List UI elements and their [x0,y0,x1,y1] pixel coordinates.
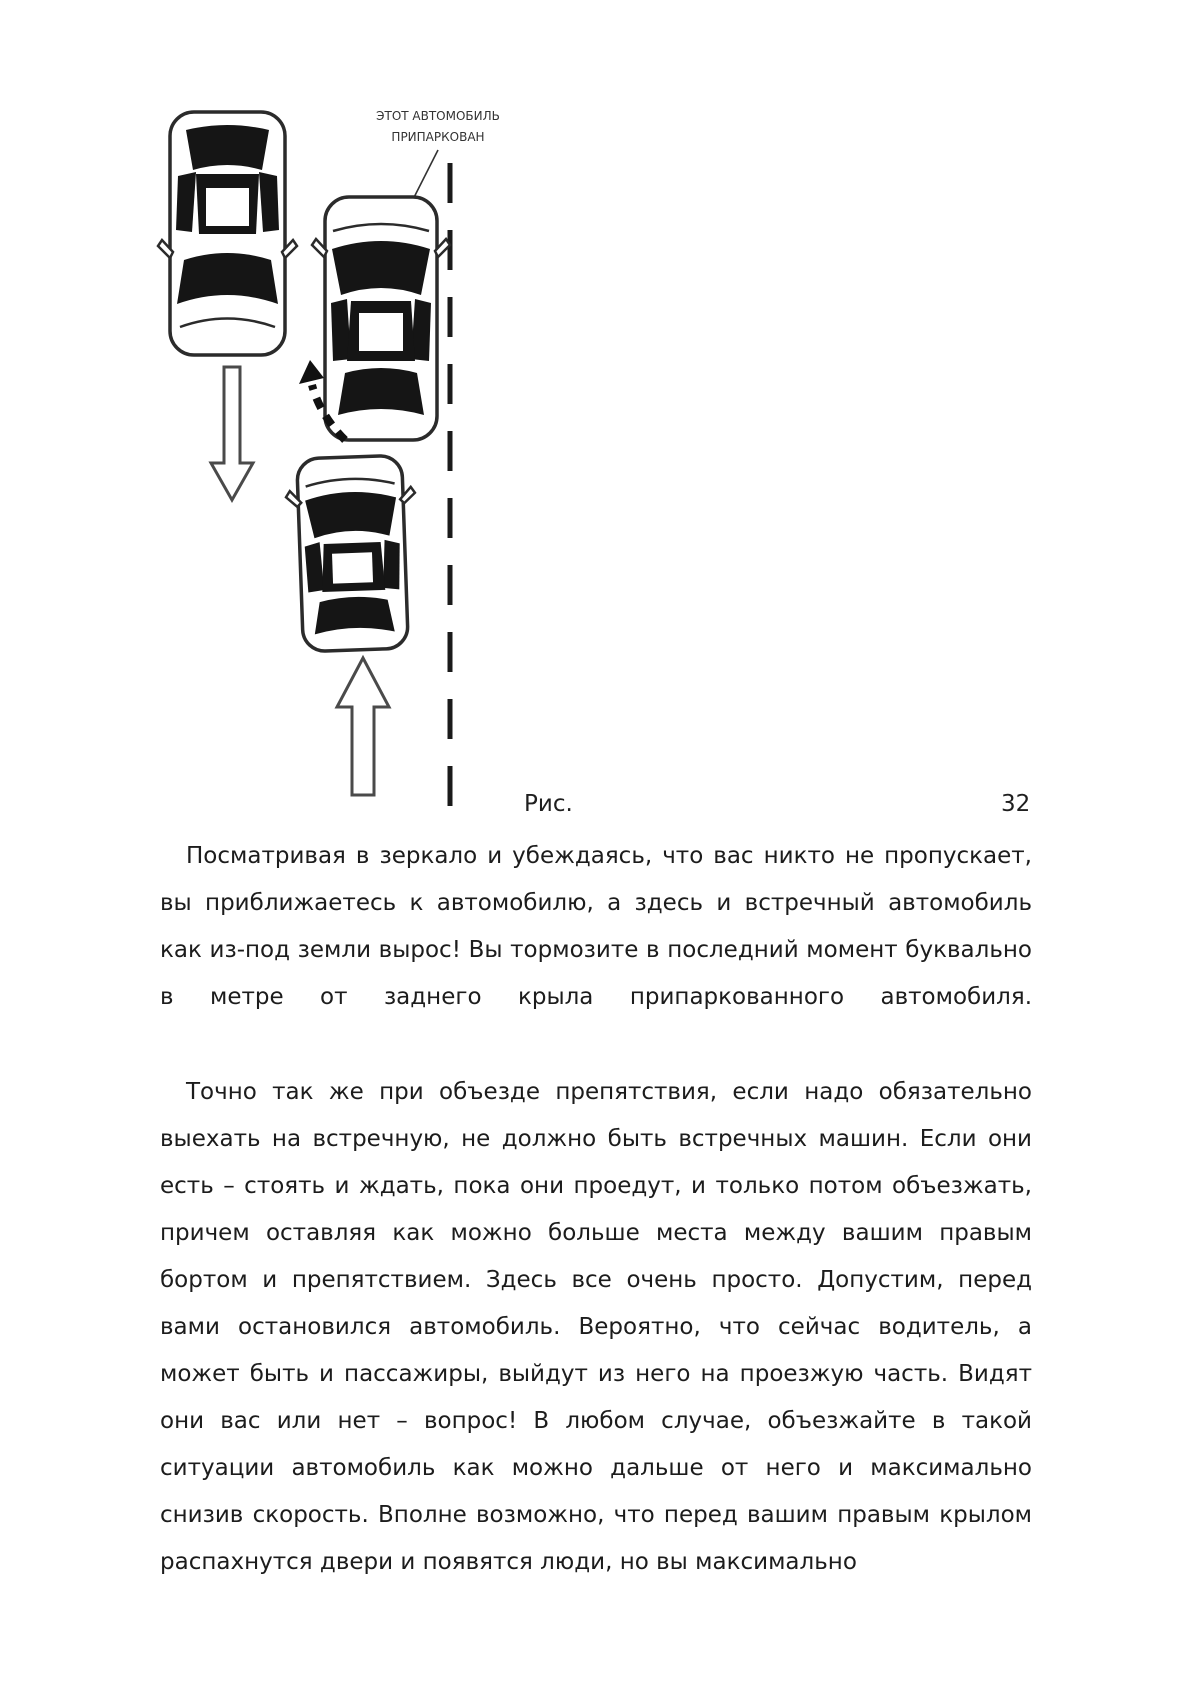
traffic-diagram [150,95,670,817]
paragraph-2: Точно так же при объезде препятствия, если надо обязательно выехать на встречную, не должно быть встречных машин. Если они есть – стоять и ждать, пока они проедут, и только потом объезжать, причем оставляя как можно больше места между вашим правым бортом и препятствием. Здесь все очень просто. Допустим, перед вами остановился автомобиль. Вероятно, что сейчас водитель, а может быть и пассажиры, выйдут из него на проезжую часть. Видят они вас или нет – вопрос! В любом случае, объезжайте в такой ситуации автомобиль как можно дальше от него и максимально снизив скорость. Вполне возможно, что перед вашим правым крылом распахнутся двери и появятся люди, но вы максимально [160,1079,1032,1575]
paragraph-1: Посматривая в зеркало и убеждаясь, что вас никто не пропускает, вы приближаетесь к автомобилю, а здесь и встречный автомобиль как из-под земли вырос! Вы тормозите в последний момент буквально в метре от заднего крыла припаркованного автомобиля. [160,843,1032,1010]
oncoming-car [158,112,297,355]
body-text [160,833,1032,1586]
figure-caption: Рис. [524,791,573,817]
figure-diagram [150,95,670,817]
page-number: 32 [1001,791,1031,817]
caption-row [0,791,1190,823]
approaching-car [285,455,421,652]
callout-label-line2: ПРИПАРКОВАН [391,130,485,144]
parked-car [312,197,450,440]
callout-label-line1: ЭТОТ АВТОМОБИЛЬ [376,109,500,123]
down-arrow-icon [211,367,253,500]
up-arrow-icon [337,658,389,795]
